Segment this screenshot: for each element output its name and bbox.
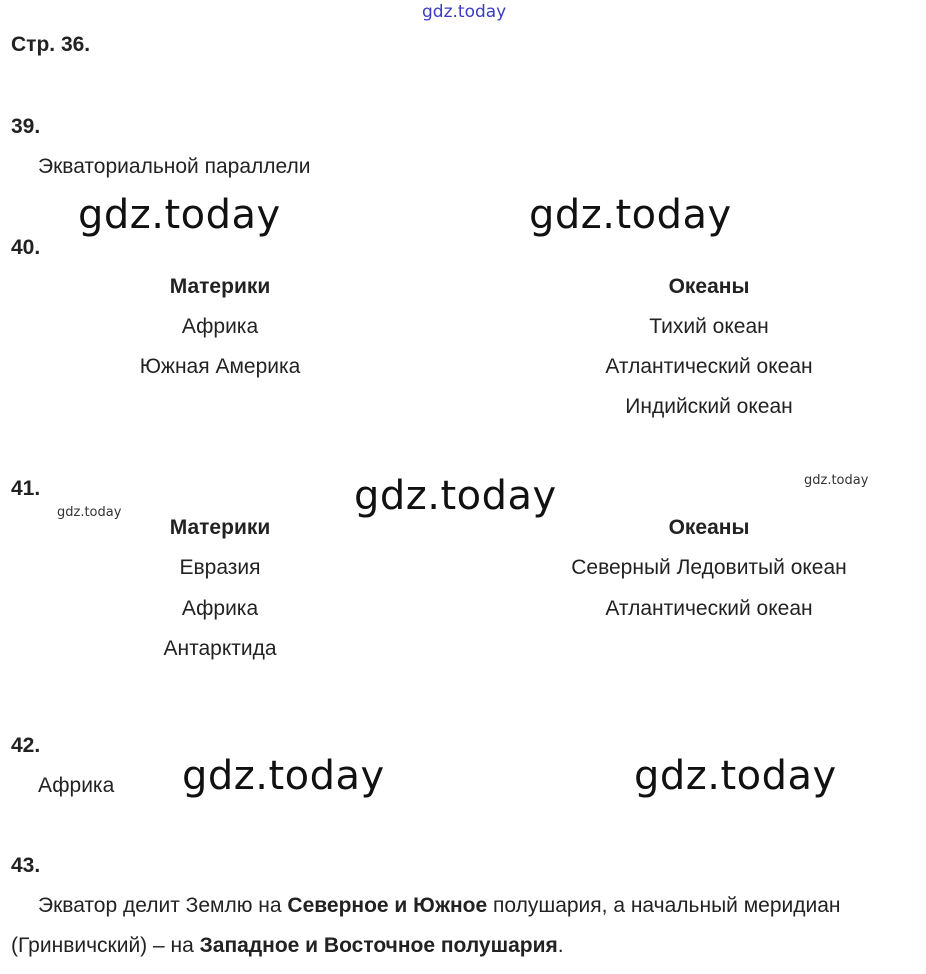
watermark-big: gdz.today (78, 192, 281, 238)
answer-text: Экватор делит Землю на (38, 894, 288, 917)
ocean-item: Атлантический океан (605, 355, 813, 378)
question-42-number: 42. (11, 734, 41, 757)
question-42-answer: Африка (38, 774, 115, 797)
answer-text: (Гринвичский) – на (11, 934, 200, 957)
answer-bold-text: Северное и Южное (287, 894, 488, 917)
continents-header: Материки (169, 275, 271, 298)
continent-item: Африка (181, 315, 259, 338)
watermark-big: gdz.today (529, 192, 732, 238)
answer-text: полушария, а начальный меридиан (487, 894, 841, 917)
ocean-item: Атлантический океан (605, 597, 813, 620)
question-39-answer: Экваториальной параллели (38, 155, 311, 178)
watermark-big: gdz.today (182, 753, 385, 799)
continent-item: Евразия (179, 556, 261, 579)
watermark-big: gdz.today (634, 753, 837, 799)
answer-bold-text: Западное и Восточное полушария (199, 934, 558, 957)
ocean-item: Северный Ледовитый океан (571, 556, 847, 579)
question-40-number: 40. (11, 236, 41, 259)
watermark-big: gdz.today (354, 473, 557, 519)
continent-item: Антарктида (163, 637, 277, 660)
watermark-top: gdz.today (422, 2, 507, 22)
oceans-header: Океаны (668, 516, 750, 539)
continent-item: Южная Америка (139, 355, 301, 378)
ocean-item: Индийский океан (625, 395, 793, 418)
watermark-small: gdz.today (57, 505, 122, 520)
question-43-answer (11, 886, 921, 966)
ocean-item: Тихий океан (649, 315, 769, 338)
page-title: Стр. 36. (11, 33, 91, 56)
continents-header: Материки (169, 516, 271, 539)
oceans-header: Океаны (668, 275, 750, 298)
question-43-number: 43. (11, 854, 41, 877)
answer-text: . (557, 934, 564, 957)
question-39-number: 39. (11, 115, 41, 138)
continent-item: Африка (181, 597, 259, 620)
question-41-number: 41. (11, 477, 41, 500)
watermark-small: gdz.today (804, 473, 869, 488)
